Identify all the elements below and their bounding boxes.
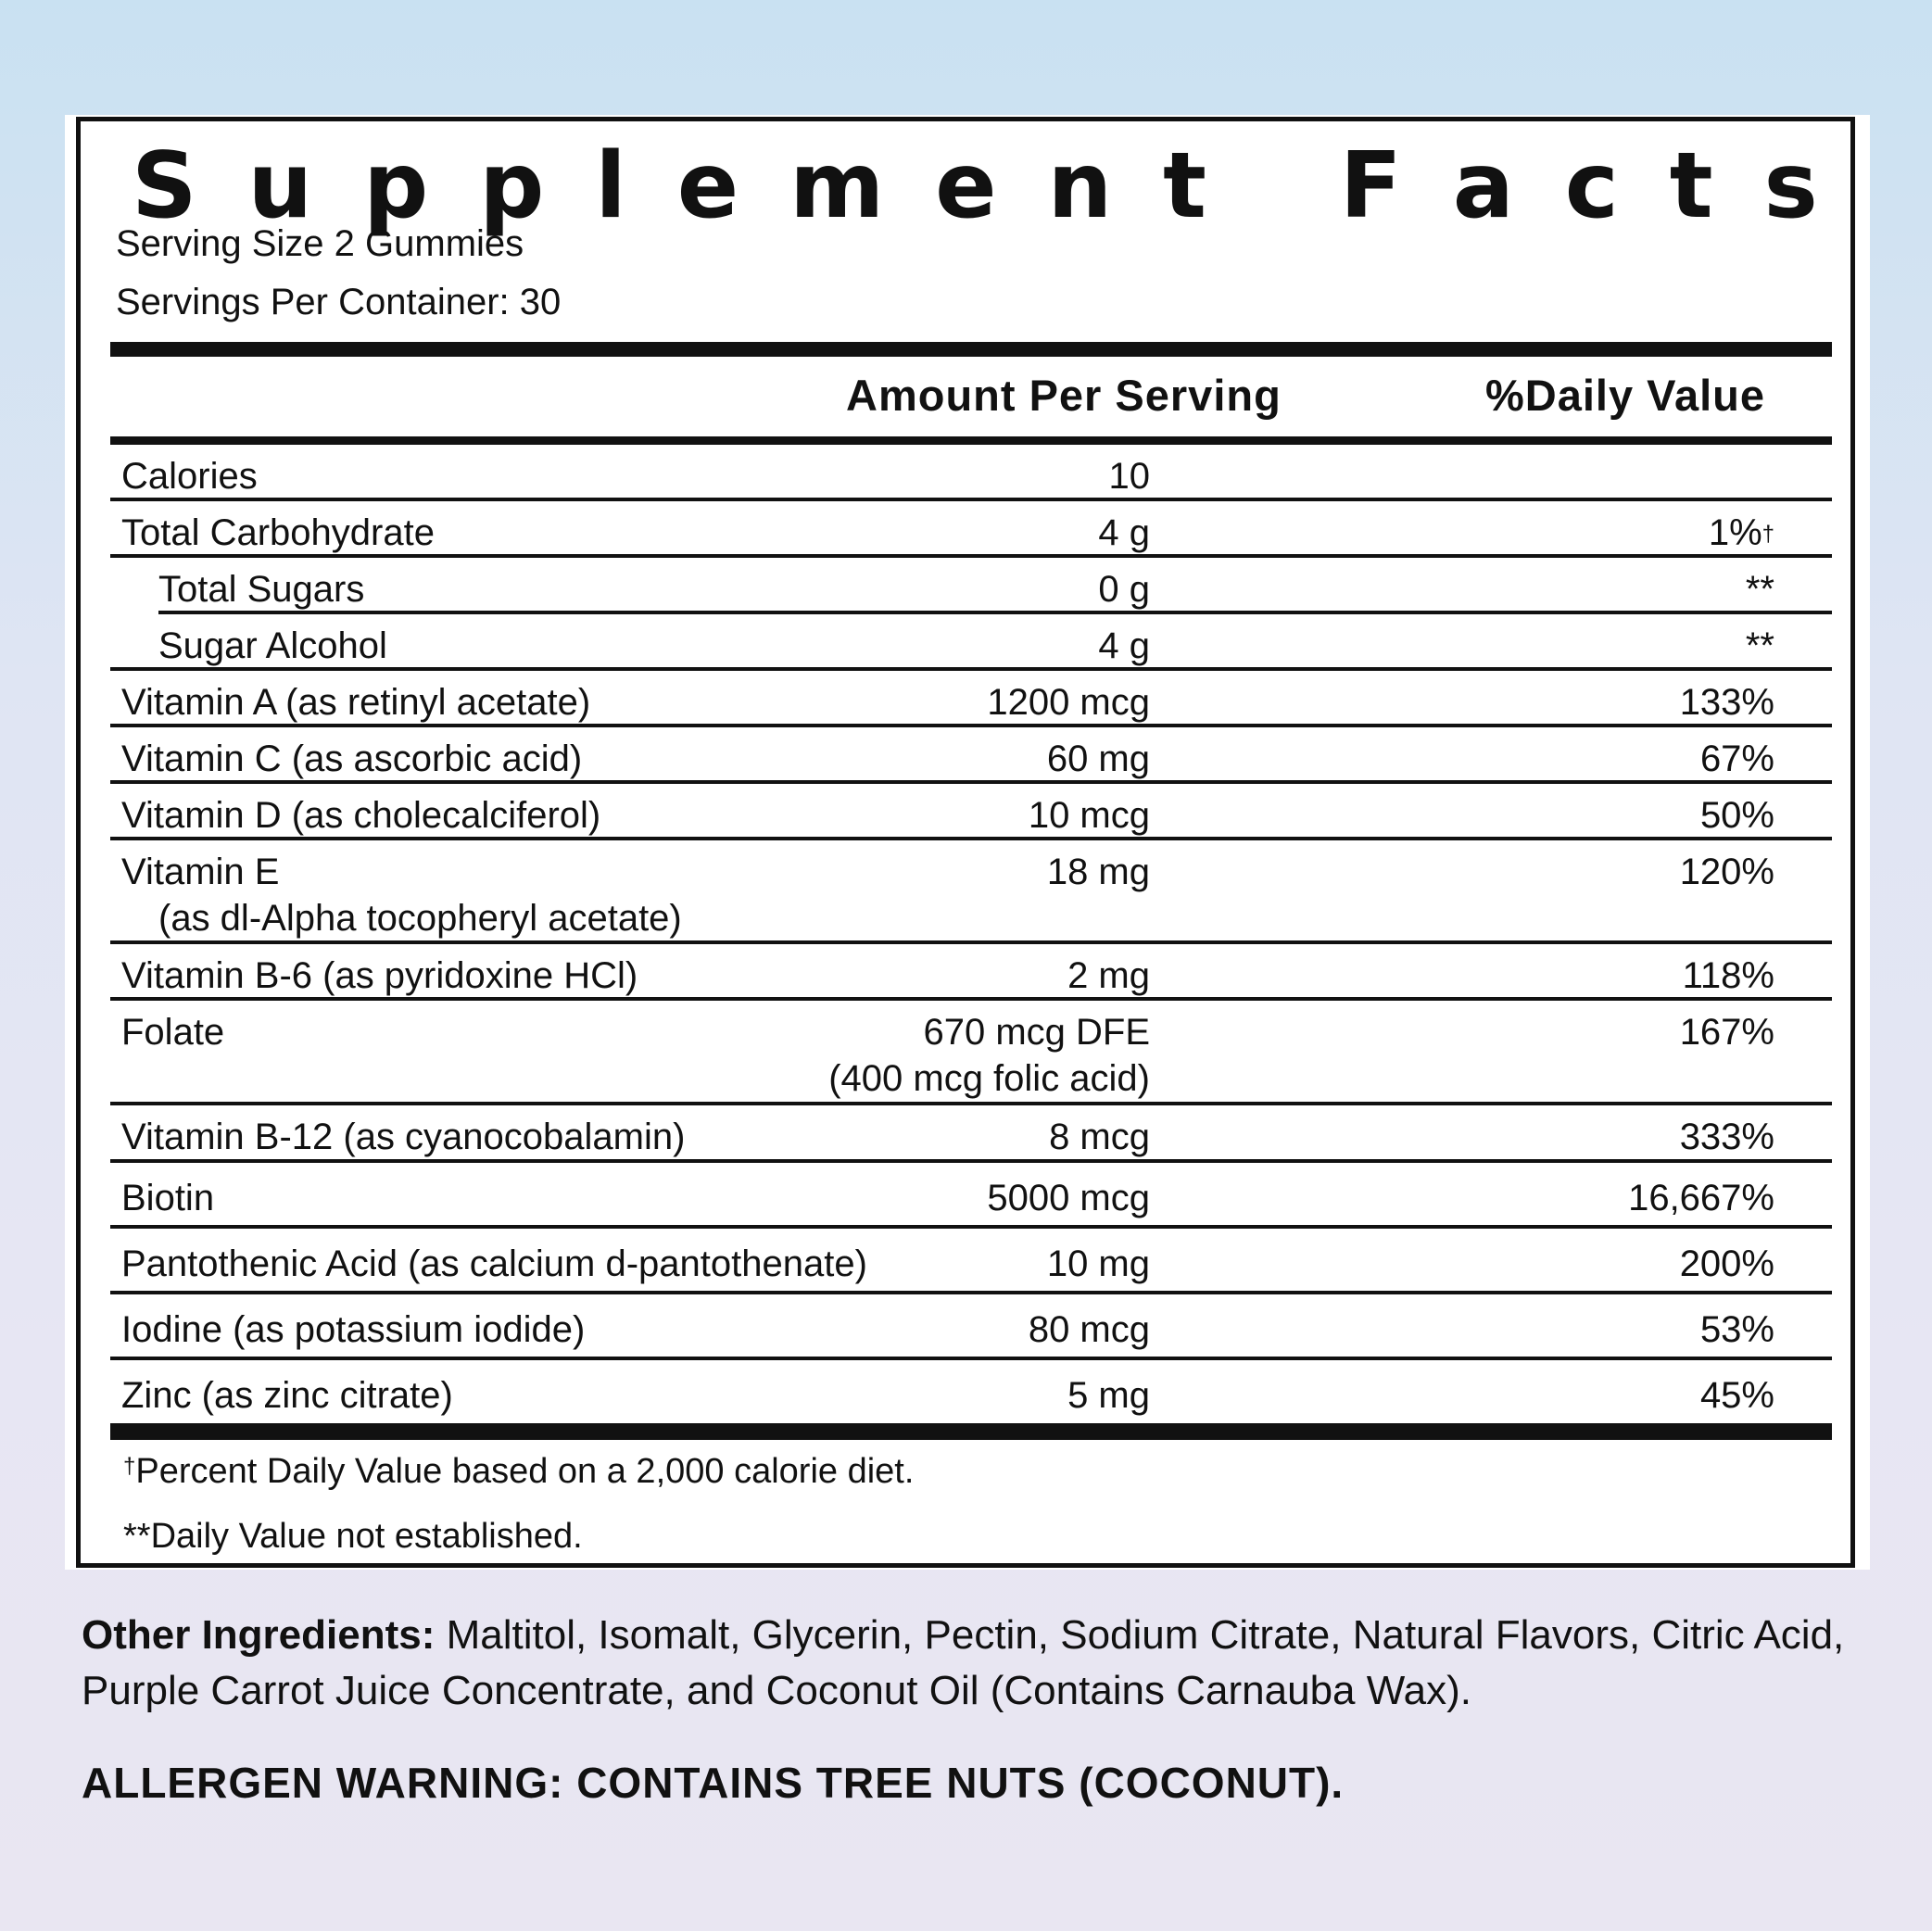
dagger-mark: †: [1762, 522, 1774, 547]
nutrient-name: Total Sugars: [158, 569, 365, 610]
nutrient-name: Total Carbohydrate: [121, 512, 435, 553]
nutrient-row: [110, 1105, 1832, 1163]
nutrient-daily-value: 133%: [1679, 682, 1774, 723]
nutrient-amount: 4 g: [1098, 512, 1150, 553]
title-letter: e: [935, 133, 997, 239]
supplement-facts-panel: [76, 117, 1855, 1568]
nutrient-daily-value: 45%: [1699, 1375, 1774, 1416]
nutrient-row: [110, 445, 1832, 501]
title-letter: l: [595, 133, 626, 239]
title-letter: t: [1669, 133, 1713, 239]
other-ingredients-heading: Other Ingredients:: [82, 1612, 436, 1658]
nutrient-amount-detail: (400 mcg folic acid): [828, 1058, 1150, 1099]
nutrient-daily-value: **: [1745, 625, 1774, 666]
nutrient-daily-value: 118%: [1682, 955, 1774, 996]
servings-per-container: Servings Per Container: 30: [116, 282, 562, 322]
title-letter: c: [1564, 133, 1619, 239]
nutrient-row: [110, 1360, 1832, 1423]
nutrient-daily-value: 333%: [1679, 1117, 1774, 1157]
nutrient-name: Vitamin A (as retinyl acetate): [121, 682, 591, 723]
nutrient-daily-value: 16,667%: [1628, 1178, 1774, 1218]
nutrient-row: [110, 1229, 1832, 1294]
allergen-warning: ALLERGEN WARNING: CONTAINS TREE NUTS (COCONUT).: [82, 1759, 1345, 1807]
nutrient-amount: 0 g: [1098, 569, 1150, 610]
nutrient-name: Vitamin C (as ascorbic acid): [121, 738, 583, 779]
nutrient-row: [110, 1294, 1832, 1360]
title-letter: s: [1763, 133, 1818, 239]
title-letter: a: [1452, 133, 1514, 239]
nutrient-amount: 5 mg: [1067, 1375, 1150, 1416]
nutrient-name: Vitamin E: [121, 852, 280, 892]
other-ingredients: [82, 1608, 1861, 1719]
nutrient-name: Vitamin D (as cholecalciferol): [121, 795, 601, 836]
nutrient-amount: 5000 mcg: [987, 1178, 1150, 1218]
nutrient-amount: 670 mcg DFE: [923, 1012, 1150, 1053]
title-letter: p: [479, 133, 545, 239]
nutrient-name: Vitamin B-12 (as cyanocobalamin): [121, 1117, 686, 1157]
nutrient-row: [110, 1163, 1832, 1229]
nutrient-name: Folate: [121, 1012, 225, 1053]
title-letter: F: [1339, 133, 1402, 239]
nutrient-row: [110, 944, 1832, 1001]
other-ingredients-text: Maltitol, Isomalt, Glycerin, Pectin, Sodium Citrate, Natural Flavors, Citric Acid, Purple Carrot Juice Concentrate, and Coconut Oil (Contains Carnauba Wax).: [82, 1612, 1845, 1713]
nutrient-row: [110, 614, 1832, 671]
nutrient-amount: 10 mg: [1046, 1243, 1150, 1284]
footnote-not-established: **Daily Value not established.: [123, 1517, 583, 1556]
title-letter: m: [789, 133, 885, 239]
title-letter: n: [1047, 133, 1113, 239]
title-letter: [1257, 131, 1289, 242]
nutrient-amount: 8 mcg: [1049, 1117, 1150, 1157]
nutrient-row: [110, 727, 1832, 784]
nutrient-name: Sugar Alcohol: [158, 625, 387, 666]
title-letter: t: [1163, 133, 1206, 239]
nutrient-amount: 1200 mcg: [987, 682, 1150, 723]
serving-size: Serving Size 2 Gummies: [116, 223, 524, 264]
footnote-daily-value-basis: †Percent Daily Value based on a 2,000 calorie diet.: [123, 1452, 915, 1491]
nutrient-amount: 18 mg: [1046, 852, 1150, 892]
column-header-amount: Amount Per Serving: [846, 371, 1282, 420]
nutrient-daily-value: 67%: [1699, 738, 1774, 779]
nutrient-daily-value: 200%: [1679, 1243, 1774, 1284]
header-divider: [110, 436, 1832, 445]
nutrient-daily-value: 120%: [1679, 852, 1774, 892]
title-letter: p: [363, 133, 429, 239]
nutrient-row: [110, 784, 1832, 840]
title-letter: u: [247, 133, 313, 239]
title-letter: S: [132, 133, 197, 239]
nutrient-daily-value: **: [1745, 569, 1774, 610]
thick-divider-bottom: [110, 1423, 1832, 1440]
nutrient-row: [110, 671, 1832, 727]
nutrient-daily-value: 1%†: [1708, 512, 1774, 553]
nutrient-row: [110, 840, 1832, 944]
column-header-daily-value: %Daily Value: [1485, 371, 1765, 420]
nutrient-daily-value: 50%: [1699, 795, 1774, 836]
thick-divider-top: [110, 342, 1832, 357]
dagger-mark: †: [123, 1454, 136, 1479]
nutrient-name: Pantothenic Acid (as calcium d-pantothenate): [121, 1243, 867, 1284]
nutrient-daily-value: 53%: [1699, 1309, 1774, 1350]
nutrient-row: [110, 558, 1832, 614]
nutrient-amount: 4 g: [1098, 625, 1150, 666]
title-letter: e: [676, 133, 739, 239]
nutrient-amount: 2 mg: [1067, 955, 1150, 996]
nutrient-amount: 60 mg: [1046, 738, 1150, 779]
nutrient-amount: 80 mcg: [1028, 1309, 1150, 1350]
nutrient-name-detail: (as dl-Alpha tocopheryl acetate): [158, 898, 682, 939]
nutrient-row: [110, 501, 1832, 558]
nutrient-amount: 10: [1108, 456, 1150, 497]
nutrient-name: Zinc (as zinc citrate): [121, 1375, 453, 1416]
nutrient-daily-value: 167%: [1679, 1012, 1774, 1053]
nutrient-row: [110, 1001, 1832, 1105]
nutrient-name: Vitamin B-6 (as pyridoxine HCl): [121, 955, 638, 996]
nutrient-name: Iodine (as potassium iodide): [121, 1309, 586, 1350]
nutrient-name: Biotin: [121, 1178, 215, 1218]
nutrient-name: Calories: [121, 456, 258, 497]
nutrient-amount: 10 mcg: [1028, 795, 1150, 836]
